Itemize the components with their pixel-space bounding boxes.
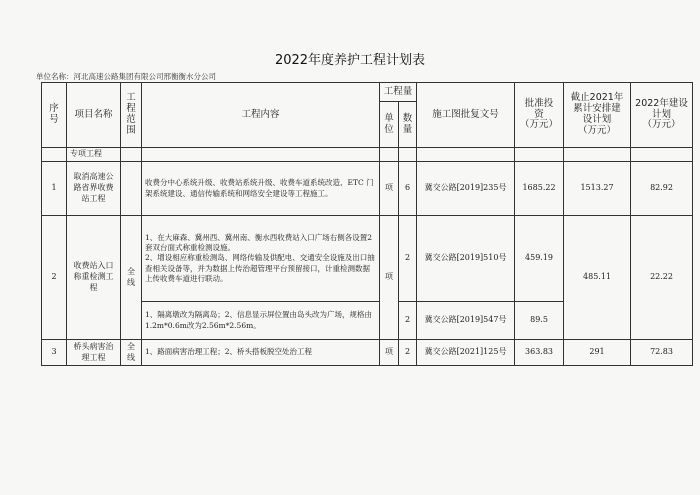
header-quantity: 工程量 (380, 83, 417, 102)
row-unit: 项 (380, 162, 399, 216)
row-content: 1、隔离墩改为隔离岛；2、信息显示屏位置由岛头改为广场，规格由1.2m*0.6m改为2.56m*2.56m。 (142, 302, 380, 340)
row-scope: 全线 (121, 340, 142, 366)
row-qty: 2 (399, 340, 417, 366)
row-investment: 1685.22 (515, 162, 564, 216)
row-cumulative: 485.11 (564, 216, 631, 340)
header-content: 工程内容 (142, 83, 380, 148)
row-approval-doc: 冀交公路[2021]125号 (417, 340, 515, 366)
table-row (42, 162, 693, 216)
header-approval-doc: 施工图批复文号 (417, 83, 515, 148)
row-seq: 2 (42, 216, 67, 340)
header-project-name: 项目名称 (67, 83, 121, 148)
row-qty: 6 (399, 162, 417, 216)
table-header-row (42, 83, 693, 102)
unit-name-label: 单位名称：河北高速公路集团有限公司邢衡衡水分公司 (36, 72, 216, 81)
row-project-name: 取消高速公路省界收费站工程 (67, 162, 121, 216)
row-seq: 3 (42, 340, 67, 366)
row-investment: 363.83 (515, 340, 564, 366)
row-content: 1、在大麻森、冀州西、冀州南、衡水西收费站入口广场右侧各设置2套双台面式称重检测设施。 2、增设相应称重检测岛、网络传输及供配电、交通安全设施及出口抽查相关设备等，并为数据上传治超管理平台预留接口，计重检测数据上传收费车道进行联动。 (142, 216, 380, 302)
row-investment: 89.5 (515, 302, 564, 340)
row-unit: 项 (380, 216, 399, 340)
row-unit: 项 (380, 340, 399, 366)
plan-table (41, 82, 693, 366)
row-content: 收费分中心系统升级、收费站系统升级、收费车道系统改造、ETC 门架系统建设、通信传输系统和网络安全建设等工程施工。 (142, 162, 380, 216)
row-qty: 2 (399, 216, 417, 302)
row-plan-2022: 22.22 (631, 216, 693, 340)
row-project-name: 收费站入口称重检测工程 (67, 216, 121, 340)
header-scope: 工程 范围 (121, 83, 142, 148)
section-row (42, 148, 693, 162)
section-label: 专项工程 (67, 148, 121, 162)
row-cumulative: 1513.27 (564, 162, 631, 216)
header-qty: 数 量 (399, 102, 417, 148)
header-plan-2022: 2022年建设 计划 （万元） (631, 83, 693, 148)
row-plan-2022: 82.92 (631, 162, 693, 216)
table-row (42, 340, 693, 366)
row-cumulative: 291 (564, 340, 631, 366)
row-investment: 459.19 (515, 216, 564, 302)
row-qty: 2 (399, 302, 417, 340)
row-project-name: 桥头病害治理工程 (67, 340, 121, 366)
header-seq: 序 号 (42, 83, 67, 148)
row-seq: 1 (42, 162, 67, 216)
row-approval-doc: 冀交公路[2019]510号 (417, 216, 515, 302)
row-plan-2022: 72.83 (631, 340, 693, 366)
row-approval-doc: 冀交公路[2019]547号 (417, 302, 515, 340)
row-scope (121, 162, 142, 216)
row-approval-doc: 冀交公路[2019]235号 (417, 162, 515, 216)
header-unit: 单 位 (380, 102, 399, 148)
row-content: 1、路面病害治理工程；2、桥头搭板脱空处治工程 (142, 340, 380, 366)
row-scope: 全线 (121, 216, 142, 340)
header-investment: 批准投 资 （万元） (515, 83, 564, 148)
page-title: 2022年度养护工程计划表 (274, 53, 426, 68)
header-cumulative: 截止2021年 累计安排建 设计划 （万元） (564, 83, 631, 148)
table-row (42, 216, 693, 302)
